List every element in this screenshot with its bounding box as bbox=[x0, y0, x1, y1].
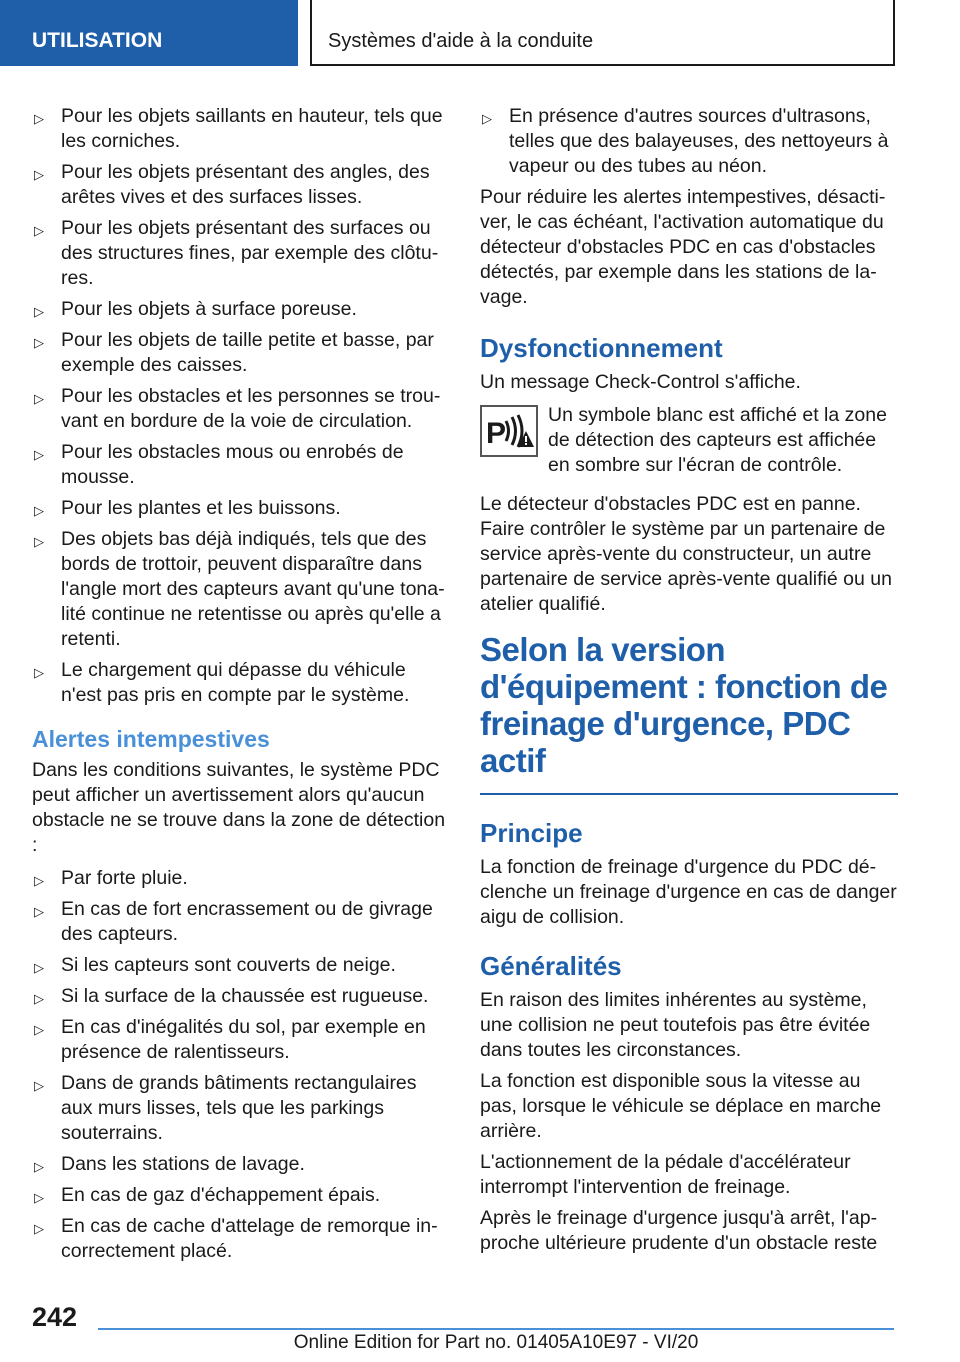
list-item-text: Par forte pluie. bbox=[61, 867, 188, 889]
left-column bbox=[32, 104, 450, 1270]
bullet-triangle-icon: ▷ bbox=[34, 1078, 44, 1093]
general-paragraph-3: L'actionnement de la pédale d'accélérateur interrompt l'intervention de freinage. bbox=[480, 1151, 851, 1198]
bullet-triangle-icon: ▷ bbox=[34, 991, 44, 1006]
right-column bbox=[480, 104, 898, 1262]
list-item bbox=[32, 1183, 450, 1208]
reduce-alerts-paragraph: Pour réduire les alertes intempestives, désactiver, le cas échéant, l'activation automatique du détecteur d'obstacles PDC en cas d'obstacles détectés, par exemple dans les stations de lavage. bbox=[480, 186, 886, 308]
list-item bbox=[32, 658, 450, 708]
fault-paragraph: Le détecteur d'obstacles PDC est en panne. Faire contrôler le système par un partenaire de service après-vente du constructeur, un autre partenaire de service après-vente qualifié ou un atelier qualifié. bbox=[480, 493, 892, 615]
alerts-intro: Dans les conditions suivantes, le système PDC peut afficher un avertissement alors qu'aucun obstacle ne se trouve dans la zone de détection : bbox=[32, 759, 446, 856]
bullet-triangle-icon: ▷ bbox=[34, 873, 44, 888]
bullet-triangle-icon: ▷ bbox=[34, 534, 44, 549]
pdc-malfunction-icon bbox=[480, 405, 538, 457]
list-item bbox=[32, 1071, 450, 1146]
list-item bbox=[32, 160, 450, 210]
bullet-triangle-icon: ▷ bbox=[34, 335, 44, 350]
list-item-text: Le chargement qui dépasse du véhicule n'est pas pris en compte par le système. bbox=[61, 659, 410, 706]
bullet-triangle-icon: ▷ bbox=[34, 391, 44, 406]
list-item-text: Pour les objets de taille petite et basse, par exemple des caisses. bbox=[61, 329, 434, 376]
list-item bbox=[32, 866, 450, 891]
ultrasound-list bbox=[480, 104, 898, 179]
section-heading-emergency-brake: Selon la version d'équipement : fonction de freinage d'urgence, PDC actif bbox=[480, 631, 898, 795]
limits-list bbox=[32, 104, 450, 708]
bullet-triangle-icon: ▷ bbox=[34, 904, 44, 919]
list-item-text: En cas de gaz d'échappement épais. bbox=[61, 1184, 381, 1206]
list-item-text: Pour les objets saillants en hauteur, tels que les corniches. bbox=[61, 105, 443, 152]
bullet-triangle-icon: ▷ bbox=[34, 1022, 44, 1037]
list-item bbox=[32, 897, 450, 947]
bullet-triangle-icon: ▷ bbox=[34, 665, 44, 680]
list-item bbox=[32, 297, 450, 322]
list-item-text: Pour les objets présentant des angles, des arêtes vives et des surfaces lisses. bbox=[61, 161, 430, 208]
list-item bbox=[480, 104, 898, 179]
list-item-text: Pour les objets à surface poreuse. bbox=[61, 298, 357, 320]
list-item-text: Pour les plantes et les buissons. bbox=[61, 497, 341, 519]
list-item-text: Dans les stations de lavage. bbox=[61, 1153, 305, 1175]
heading-general: Généralités bbox=[480, 951, 622, 981]
heading-principle: Principe bbox=[480, 818, 583, 848]
warning-block bbox=[480, 403, 898, 478]
general-paragraph-2: La fonction est disponible sous la vitesse au pas, lorsque le véhicule se déplace en marche arrière. bbox=[480, 1070, 882, 1142]
heading-malfunction: Dysfonctionnement bbox=[480, 333, 723, 363]
bullet-triangle-icon: ▷ bbox=[34, 167, 44, 182]
list-item-text: En cas de cache d'attelage de remorque incorrectement placé. bbox=[61, 1215, 438, 1262]
list-item bbox=[32, 1214, 450, 1264]
list-item-text: Si les capteurs sont couverts de neige. bbox=[61, 954, 396, 976]
footer-rule bbox=[98, 1328, 894, 1330]
list-item-text: Des objets bas déjà indiqués, tels que des bords de trottoir, peuvent disparaître dans l'angle mort des capteurs avant qu'une tonalité continue ne retentisse ou après qu'elle a retenti. bbox=[61, 528, 445, 650]
list-item bbox=[32, 216, 450, 291]
list-item-text: Pour les obstacles mous ou enrobés de mousse. bbox=[61, 441, 404, 488]
list-item bbox=[32, 984, 450, 1009]
general-paragraph-1: En raison des limites inhérentes au système, une collision ne peut toutefois pas être évitée dans toutes les circonstances. bbox=[480, 989, 871, 1061]
bullet-triangle-icon: ▷ bbox=[34, 447, 44, 462]
list-item bbox=[32, 1152, 450, 1177]
list-item bbox=[32, 527, 450, 652]
list-item-text: En cas d'inégalités du sol, par exemple en présence de ralentisseurs. bbox=[61, 1016, 426, 1063]
edition-text: Online Edition for Part no. 01405A10E97 - VI/20 bbox=[293, 1332, 699, 1353]
principle-paragraph: La fonction de freinage d'urgence du PDC déclenche un freinage d'urgence en cas de danger aigu de collision. bbox=[480, 856, 897, 928]
list-item bbox=[32, 1015, 450, 1065]
check-control-paragraph: Un message Check-Control s'affiche. bbox=[480, 371, 801, 393]
chapter-title: Systèmes d'aide à la conduite bbox=[310, 0, 895, 66]
list-item-text: En présence d'autres sources d'ultrasons, telles que des balayeuses, des nettoyeurs à vapeur ou des tubes au néon. bbox=[509, 105, 889, 177]
bullet-triangle-icon: ▷ bbox=[34, 1190, 44, 1205]
list-item-text: Pour les objets présentant des surfaces ou des structures fines, par exemple des clôtures. bbox=[61, 217, 439, 289]
bullet-triangle-icon: ▷ bbox=[34, 503, 44, 518]
warning-text: Un symbole blanc est affiché et la zone de détection des capteurs est affichée en sombre sur l'écran de contrôle. bbox=[548, 404, 887, 476]
list-item bbox=[32, 328, 450, 378]
page-header bbox=[0, 0, 960, 66]
bullet-triangle-icon: ▷ bbox=[34, 1159, 44, 1174]
section-tab: UTILISATION bbox=[0, 0, 298, 66]
list-item bbox=[32, 104, 450, 154]
bullet-triangle-icon: ▷ bbox=[34, 304, 44, 319]
bullet-triangle-icon: ▷ bbox=[34, 111, 44, 126]
bullet-triangle-icon: ▷ bbox=[34, 960, 44, 975]
list-item-text: En cas de fort encrassement ou de givrage des capteurs. bbox=[61, 898, 433, 945]
list-item bbox=[32, 953, 450, 978]
list-item-text: Dans de grands bâtiments rectangulaires aux murs lisses, tels que les parkings souterrains. bbox=[61, 1072, 417, 1144]
bullet-triangle-icon: ▷ bbox=[34, 1221, 44, 1236]
bullet-triangle-icon: ▷ bbox=[482, 111, 492, 126]
list-item-text: Si la surface de la chaussée est rugueuse. bbox=[61, 985, 429, 1007]
heading-false-alerts: Alertes intempestives bbox=[32, 726, 270, 752]
list-item-text: Pour les obstacles et les personnes se trouvant en bordure de la voie de circulation. bbox=[61, 385, 441, 432]
svg-text:P: P bbox=[486, 417, 507, 450]
list-item bbox=[32, 384, 450, 434]
bullet-triangle-icon: ▷ bbox=[34, 223, 44, 238]
page-number: 242 bbox=[32, 1302, 78, 1332]
list-item bbox=[32, 440, 450, 490]
list-item bbox=[32, 496, 450, 521]
false-alerts-list bbox=[32, 866, 450, 1264]
general-paragraph-4: Après le freinage d'urgence jusqu'à arrêt, l'approche ultérieure prudente d'un obstacle reste bbox=[480, 1207, 878, 1254]
